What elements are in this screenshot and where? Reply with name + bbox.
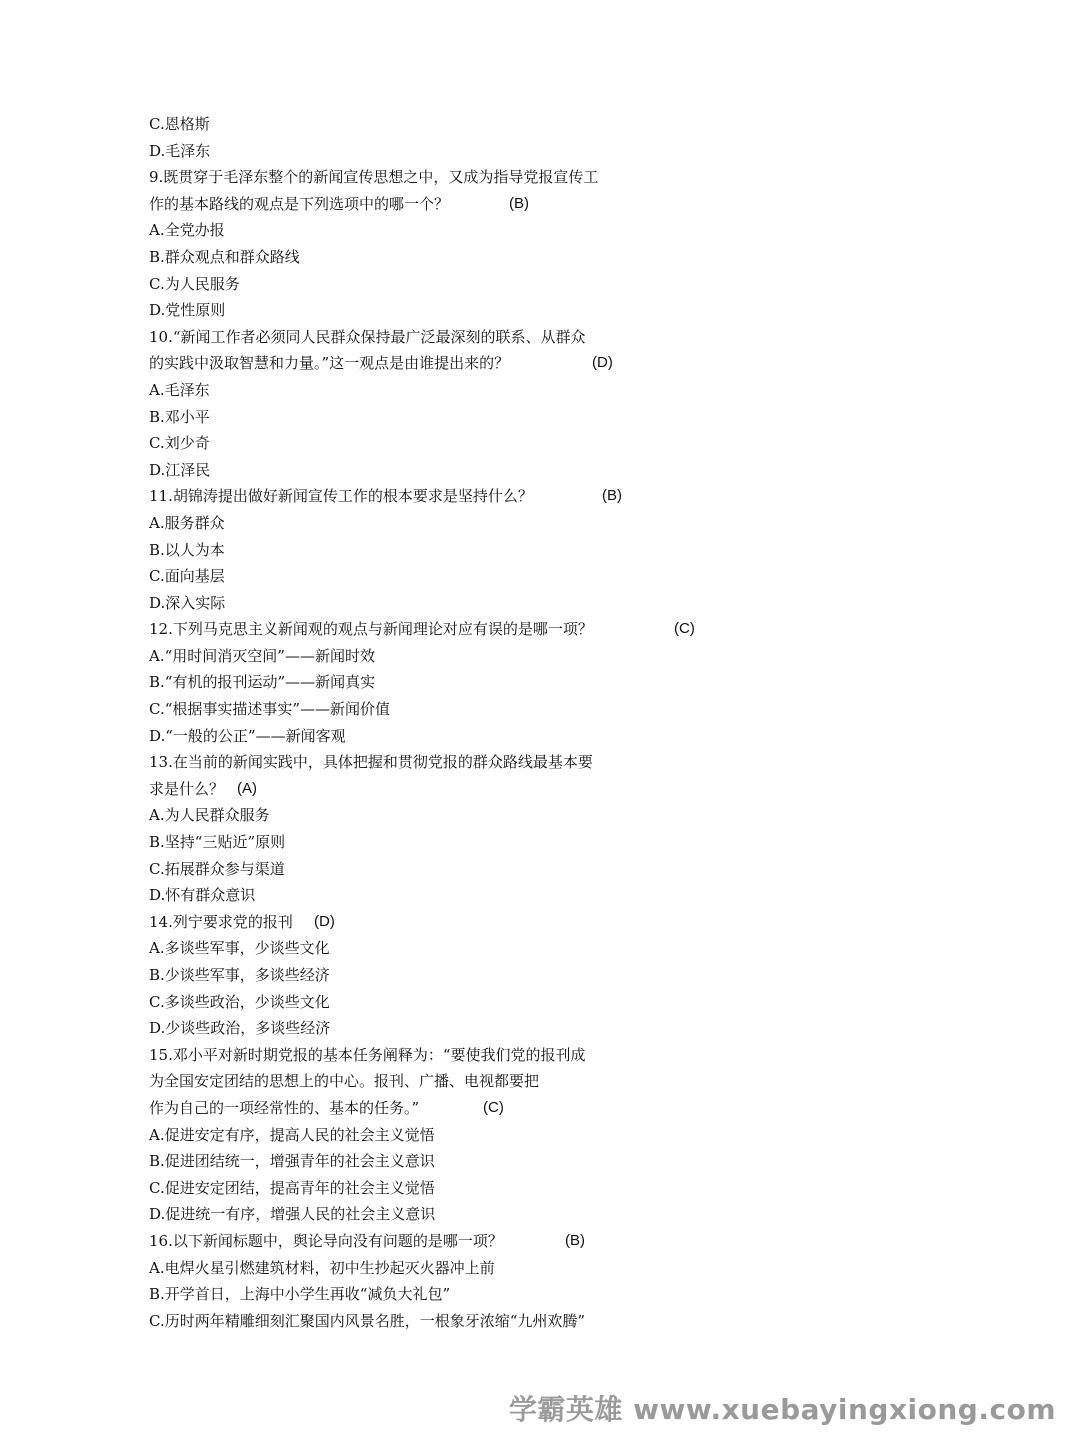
text-line: [149, 856, 849, 883]
text-line: [149, 164, 849, 191]
text-line: [149, 1068, 849, 1095]
line-text: D.党性原则: [149, 301, 226, 320]
line-text: D.少谈些政治，多谈些经济: [149, 1019, 331, 1038]
text-line: [149, 191, 849, 218]
text-line: [149, 643, 849, 670]
text-line: [149, 590, 849, 617]
line-text: 14.列宁要求党的报刊: [149, 912, 293, 931]
text-line: [149, 1122, 849, 1149]
text-line: [149, 1201, 849, 1228]
line-text: D.怀有群众意识: [149, 886, 256, 905]
line-text: A.促进安定有序，提高人民的社会主义觉悟: [149, 1125, 435, 1144]
document-body: [149, 111, 849, 1334]
text-line: [149, 271, 849, 298]
line-text: D.“一般的公正”——新闻客观: [149, 726, 346, 745]
line-text: A.全党办报: [149, 221, 225, 240]
text-line: [149, 829, 849, 856]
text-line: [149, 776, 849, 803]
site-watermark: 学霸英雄 www.xuebayingxiong.com: [508, 1393, 1056, 1426]
answer-marker: (B): [602, 487, 622, 505]
line-text: D.促进统一有序，增强人民的社会主义意识: [149, 1205, 436, 1224]
line-text: 13.在当前的新闻实践中，具体把握和贯彻党报的群众路线最基本要: [149, 753, 593, 772]
text-line: [149, 457, 849, 484]
text-line: [149, 138, 849, 165]
line-text: A.“用时间消灭空间”——新闻时效: [149, 646, 375, 665]
line-text: B.以人为本: [149, 540, 225, 559]
line-text: C.拓展群众参与渠道: [149, 859, 285, 878]
text-line: [149, 537, 849, 564]
line-text: C.促进安定团结，提高青年的社会主义觉悟: [149, 1178, 435, 1197]
text-line: [149, 297, 849, 324]
line-text: B.少谈些军事，多谈些经济: [149, 966, 330, 984]
text-line: [149, 669, 849, 696]
line-text: 12.下列马克思主义新闻观的观点与新闻理论对应有误的是哪一项？: [149, 620, 593, 639]
line-text: A.多谈些军事，少谈些文化: [149, 939, 330, 958]
text-line: [149, 802, 849, 829]
answer-marker: (D): [592, 354, 613, 372]
text-line: [149, 1281, 849, 1308]
line-text: A.服务群众: [149, 513, 225, 532]
line-text: D.深入实际: [149, 593, 226, 612]
line-text: B.群众观点和群众路线: [149, 247, 300, 266]
text-line: [149, 1175, 849, 1202]
line-text: 求是什么？: [149, 779, 225, 798]
line-text: A.电焊火星引燃建筑材料，初中生抄起灭火器冲上前: [149, 1258, 495, 1277]
line-text: 的实践中汲取智慧和力量。”这一观点是由谁提出来的？: [149, 354, 510, 373]
line-text: C.刘少奇: [149, 434, 210, 453]
line-text: 作的基本路线的观点是下列选项中的哪一个？: [149, 194, 450, 213]
line-text: B.开学首日，上海中小学生再收“减负大礼包”: [149, 1285, 451, 1304]
text-line: [149, 989, 849, 1016]
line-text: 10.“新闻工作者必须同人民群众保持最广泛最深刻的联系、从群众: [149, 327, 586, 346]
answer-marker: (A): [237, 779, 257, 797]
text-line: [149, 935, 849, 962]
text-line: [149, 616, 849, 643]
line-text: 15.邓小平对新时期党报的基本任务阐释为：“要使我们党的报刊成: [149, 1045, 586, 1064]
line-text: 作为自己的一项经常性的、基本的任务。”: [149, 1098, 420, 1117]
text-line: [149, 324, 849, 351]
line-text: D.毛泽东: [149, 141, 211, 160]
text-line: [149, 1308, 849, 1335]
line-text: B.坚持“三贴近”原则: [149, 833, 286, 852]
line-text: B.促进团结统一，增强青年的社会主义意识: [149, 1152, 435, 1171]
text-line: [149, 111, 849, 138]
text-line: [149, 430, 849, 457]
text-line: [149, 1042, 849, 1069]
line-text: 9.既贯穿于毛泽东整个的新闻宣传思想之中，又成为指导党报宣传工: [149, 168, 599, 187]
answer-marker: (D): [314, 912, 335, 930]
text-line: [149, 696, 849, 723]
text-line: [149, 1255, 849, 1282]
text-line: [149, 1095, 849, 1122]
line-text: 16.以下新闻标题中，舆论导向没有问题的是哪一项？: [149, 1231, 503, 1250]
text-line: [149, 377, 849, 404]
text-line: [149, 1015, 849, 1042]
text-line: [149, 749, 849, 776]
text-line: [149, 350, 849, 377]
line-text: C.恩格斯: [149, 115, 210, 133]
text-line: [149, 1228, 849, 1255]
text-line: [149, 882, 849, 909]
text-line: [149, 483, 849, 510]
line-text: A.为人民群众服务: [149, 806, 270, 825]
line-text: C.多谈些政治，少谈些文化: [149, 992, 330, 1011]
line-text: A.毛泽东: [149, 380, 210, 399]
text-line: [149, 510, 849, 537]
answer-marker: (C): [483, 1098, 504, 1116]
line-text: C.“根据事实描述事实”——新闻价值: [149, 700, 391, 719]
answer-marker: (B): [565, 1231, 585, 1249]
line-text: C.历时两年精雕细刻汇聚国内风景名胜，一根象牙浓缩“九州欢腾”: [149, 1311, 586, 1330]
answer-marker: (C): [674, 620, 695, 638]
line-text: B.“有机的报刊运动”——新闻真实: [149, 673, 376, 692]
answer-marker: (B): [509, 194, 529, 212]
text-line: [149, 404, 849, 431]
text-line: [149, 723, 849, 750]
text-line: [149, 217, 849, 244]
line-text: C.面向基层: [149, 567, 225, 586]
text-line: [149, 563, 849, 590]
line-text: B.邓小平: [149, 407, 210, 426]
line-text: D.江泽民: [149, 460, 211, 479]
text-line: [149, 909, 849, 936]
line-text: 为全国安定团结的思想上的中心。报刊、广播、电视都要把: [149, 1072, 540, 1091]
text-line: [149, 962, 849, 989]
text-line: [149, 1148, 849, 1175]
line-text: C.为人民服务: [149, 274, 240, 293]
text-line: [149, 244, 849, 271]
line-text: 11.胡锦涛提出做好新闻宣传工作的根本要求是坚持什么？: [149, 487, 533, 506]
